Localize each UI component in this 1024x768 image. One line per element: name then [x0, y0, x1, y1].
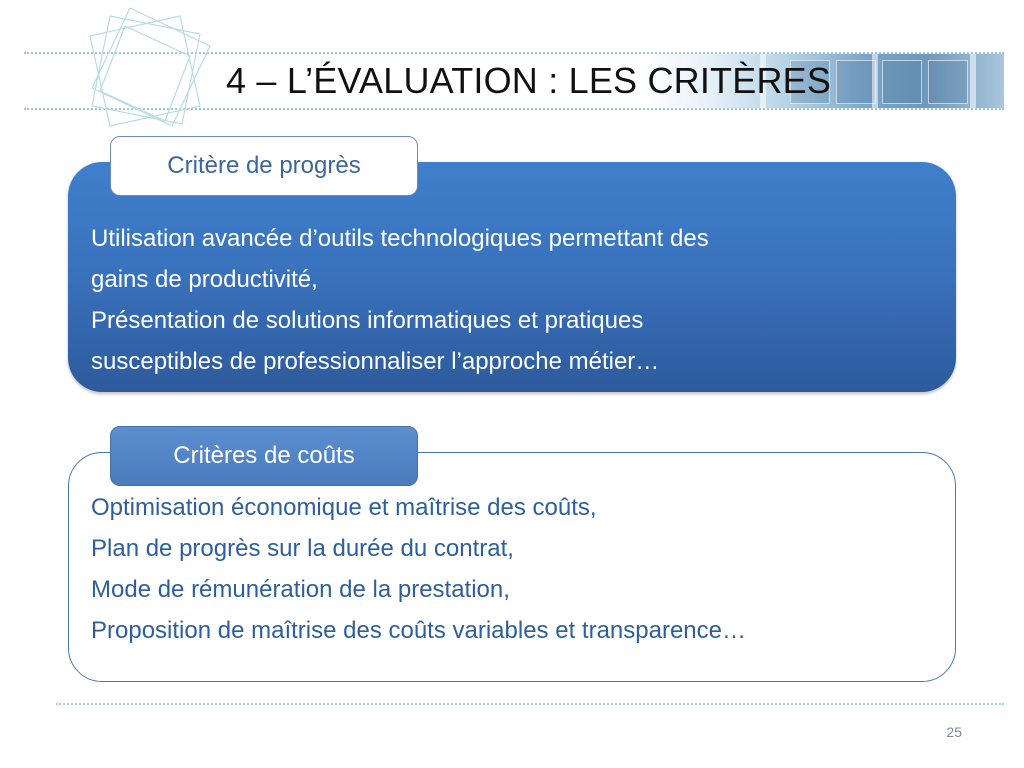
progress-line-2: gains de productivité,: [91, 266, 318, 293]
progress-line-1: Utilisation avancée d’outils technologiques permettant des: [91, 225, 709, 252]
progress-line-4: susceptibles de professionnaliser l’approche métier…: [91, 348, 660, 375]
bottom-dotted-line: [56, 703, 1004, 705]
cost-line-1: Optimisation économique et maîtrise des coûts,: [91, 494, 597, 521]
cost-criteria-box: [68, 452, 956, 682]
progress-criteria-box: [68, 162, 956, 392]
cost-criteria-text: [91, 487, 935, 651]
progress-line-3: Présentation de solutions informatiques et pratiques: [91, 307, 644, 334]
progress-criteria-tab: Critère de progrès: [110, 136, 418, 196]
progress-criteria-text: [91, 218, 926, 382]
slide-title: 4 – L’ÉVALUATION : LES CRITÈRES: [226, 60, 832, 101]
cost-line-3: Mode de rémunération de la prestation,: [91, 576, 510, 603]
decorative-squares-graphic: [70, 6, 220, 146]
cost-line-2: Plan de progrès sur la durée du contrat,: [91, 535, 514, 562]
cost-criteria-tab: Critères de coûts: [110, 426, 418, 486]
page-number: 25: [946, 724, 962, 740]
cost-line-4: Proposition de maîtrise des coûts variables et transparence…: [91, 617, 746, 644]
